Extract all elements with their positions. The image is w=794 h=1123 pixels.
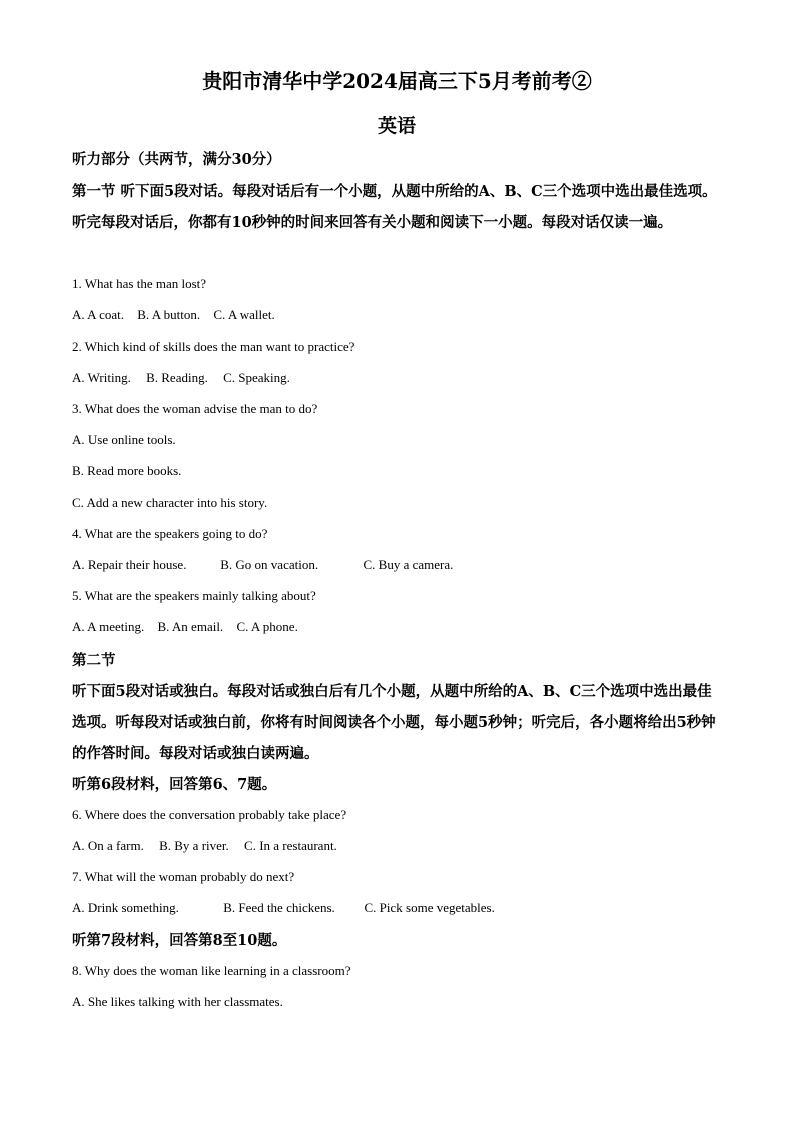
question-5: 5. What are the speakers mainly talking about? [72, 588, 316, 603]
question-3-option-b: B. Read more books. [72, 463, 182, 478]
option-c: C. Pick some vegetables. [364, 900, 495, 915]
option-a: A. A meeting. [72, 619, 145, 634]
option-c: C. Buy a camera. [363, 557, 454, 572]
option-c: C. A wallet. [213, 307, 275, 322]
question-2: 2. Which kind of skills does the man want to practice? [72, 339, 355, 354]
question-3-option-a: A. Use online tools. [72, 432, 176, 447]
section2-heading: 第二节 [72, 652, 116, 669]
question-7-options [72, 898, 495, 918]
option-a: A. A coat. [72, 307, 124, 322]
material-6-heading: 听第6段材料，回答第6、7题。 [72, 776, 277, 793]
option-b: B. Reading. [146, 370, 208, 385]
option-a: A. Writing. [72, 370, 131, 385]
option-b: B. Go on vacation. [220, 557, 319, 572]
section2-instructions: 听下面5段对话或独白。每段对话或独白后有几个小题，从题中所给的A、B、C三个选项中选出最佳选项。听每段对话或独白前，你将有时间阅读各个小题，每小题5秒钟；听完后，各小题将给出5秒钟的作答时间。每段对话或独白读两遍。 [72, 683, 716, 762]
listening-heading: 听力部分（共两节，满分30分） [72, 151, 281, 168]
question-3-option-c: C. Add a new character into his story. [72, 495, 268, 510]
question-1: 1. What has the man lost? [72, 276, 207, 291]
question-5-options [72, 617, 298, 637]
option-c: C. A phone. [236, 619, 298, 634]
question-4-options [72, 555, 453, 575]
question-8-option-a: A. She likes talking with her classmates. [72, 994, 283, 1009]
question-4: 4. What are the speakers going to do? [72, 526, 268, 541]
question-3: 3. What does the woman advise the man to do? [72, 401, 318, 416]
question-8: 8. Why does the woman like learning in a classroom? [72, 963, 351, 978]
question-7: 7. What will the woman probably do next? [72, 869, 295, 884]
option-b: B. By a river. [159, 838, 229, 853]
option-b: B. An email. [157, 619, 224, 634]
option-a: A. Repair their house. [72, 557, 187, 572]
question-6: 6. Where does the conversation probably take place? [72, 807, 347, 822]
option-a: A. On a farm. [72, 838, 144, 853]
option-b: B. A button. [137, 307, 201, 322]
question-2-options [72, 368, 290, 388]
option-a: A. Drink something. [72, 900, 179, 915]
option-b: B. Feed the chickens. [223, 900, 335, 915]
question-1-options [72, 305, 275, 325]
section1-instructions: 第一节 听下面5段对话。每段对话后有一个小题，从题中所给的A、B、C三个选项中选出最佳选项。听完每段对话后，你都有10秒钟的时间来回答有关小题和阅读下一小题。每段对话仅读一遍。 [72, 183, 717, 231]
material-7-heading: 听第7段材料，回答第8至10题。 [72, 932, 287, 949]
option-c: C. In a restaurant. [244, 838, 337, 853]
question-6-options [72, 836, 337, 856]
exam-title: 贵阳市清华中学2024届高三下5月考前考② [202, 69, 592, 93]
option-c: C. Speaking. [223, 370, 290, 385]
subject-title: 英语 [377, 115, 416, 137]
